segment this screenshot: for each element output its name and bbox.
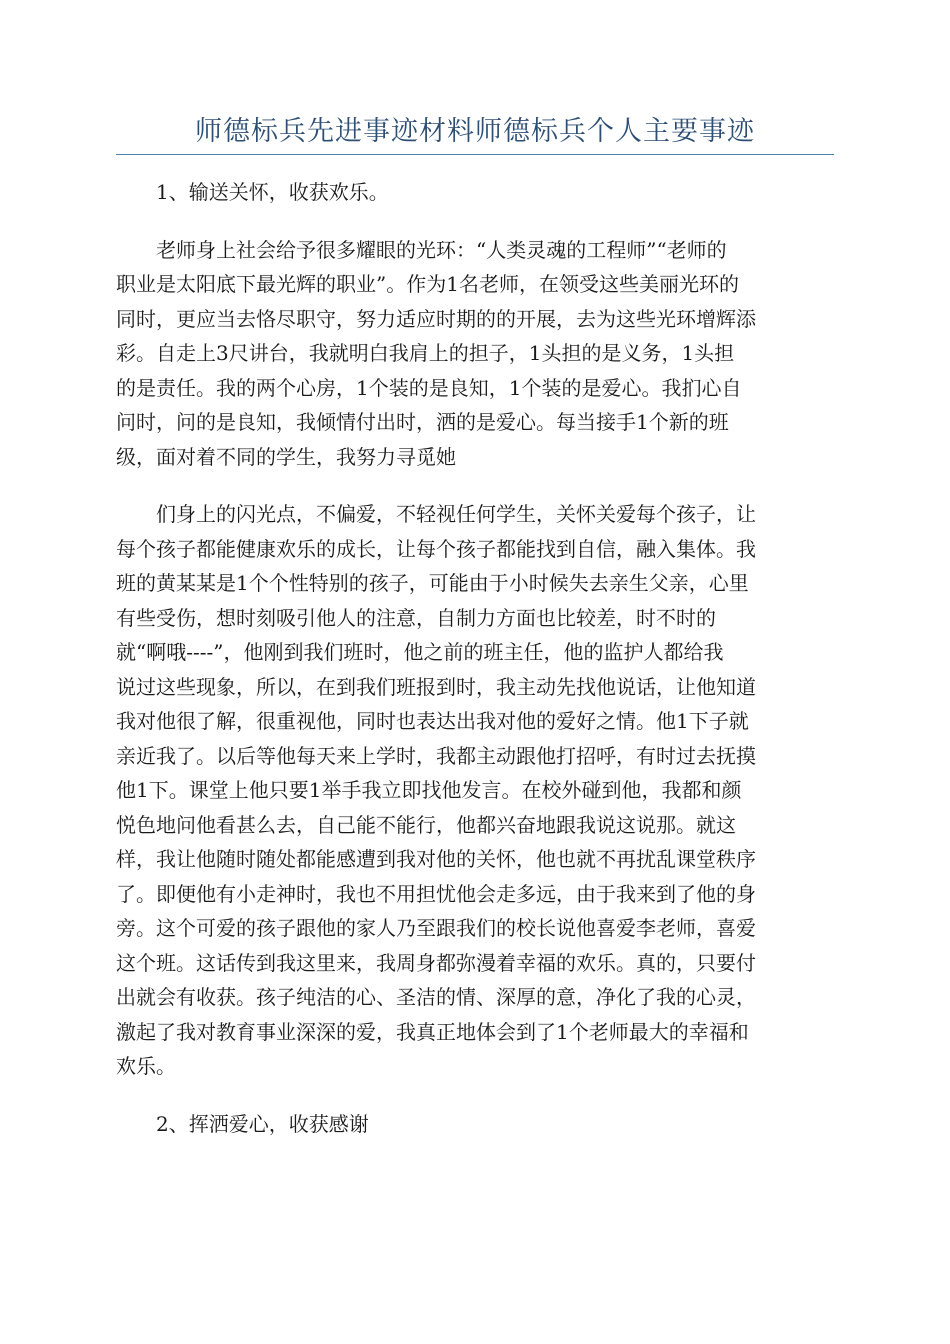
text-line: 每个孩子都能健康欢乐的成长，让每个孩子都能找到自信，融入集体。我 [116,536,756,561]
text-line: 彩。自走上3尺讲台，我就明白我肩上的担子，1头担的是义务，1头担 [116,341,735,365]
text-line: 就“啊哦----”，他刚到我们班时，他之前的班主任，他的监护人都给我 [116,640,724,664]
section-heading-2 [116,1107,834,1142]
text-line: 悦色地问他看甚么去，自己能不能行，他都兴奋地跟我说这说那。就这 [116,812,736,837]
text-line: 有些受伤，想时刻吸引他人的注意，自制力方面也比较差，时不时的 [116,605,716,630]
text-line: 我对他很了解，很重视他，同时也表达出我对他的爱好之情。他1下子就 [116,709,749,733]
paragraph [116,233,834,475]
text-line: 问时，问的是良知，我倾情付出时，洒的是爱心。每当接手1个新的班 [116,410,729,434]
text-line: 老师身上社会给予很多耀眼的光环：“人类灵魂的工程师”“老师的 [156,237,727,262]
text-line: 的是责任。我的两个心房，1个装的是良知，1个装的是爱心。我扪心自 [116,375,742,400]
text-line: 说过这些现象，所以，在到我们班报到时，我主动先找他说话，让他知道 [116,674,756,699]
section-heading-1 [116,175,834,210]
text-line: 们身上的闪光点，不偏爱，不轻视任何学生，关怀关爱每个孩子，让 [156,502,756,526]
text-line: 同时，更应当去恪尽职守，努力适应时期的的开展，去为这些光环增辉添 [116,306,756,331]
title-underline [116,154,834,155]
text-line: 旁。这个可爱的孩子跟他的家人乃至跟我们的校长说他喜爱李老师，喜爱 [116,916,756,940]
document-body [116,175,834,1164]
text-line: 级，面对着不同的学生，我努力寻觅她 [116,444,456,469]
text-line: 这个班。这话传到我这里来，我周身都弥漫着幸福的欢乐。真的，只要付 [116,950,756,975]
text-line: 职业是太阳底下最光辉的职业”。作为1名老师，在领受这些美丽光环的 [116,272,739,296]
text-line: 1、输送关怀，收获欢乐。 [156,180,389,204]
text-line: 激起了我对教育事业深深的爱，我真正地体会到了1个老师最大的幸福和 [116,1019,749,1044]
text-line: 欢乐。 [116,1054,176,1078]
text-line: 亲近我了。以后等他每天来上学时，我都主动跟他打招呼，有时过去抚摸 [116,743,756,768]
text-line: 他1下。课堂上他只要1举手我立即找他发言。在校外碰到他，我都和颜 [116,778,742,802]
text-line: 样，我让他随时随处都能感遭到我对他的关怀，他也就不再扰乱课堂秩序 [116,847,756,871]
paragraph [116,497,834,1084]
text-line: 2、挥洒爱心，收获感谢 [156,1111,369,1136]
text-line: 出就会有收获。孩子纯洁的心、圣洁的情、深厚的意，净化了我的心灵， [116,985,756,1009]
document-title: 师德标兵先进事迹材料师德标兵个人主要事迹 [195,116,755,147]
text-line: 了。即便他有小走神时，我也不用担忧他会走多远，由于我来到了他的身 [116,881,756,906]
text-line: 班的黄某某是1个个性特别的孩子，可能由于小时候失去亲生父亲，心里 [116,571,749,595]
